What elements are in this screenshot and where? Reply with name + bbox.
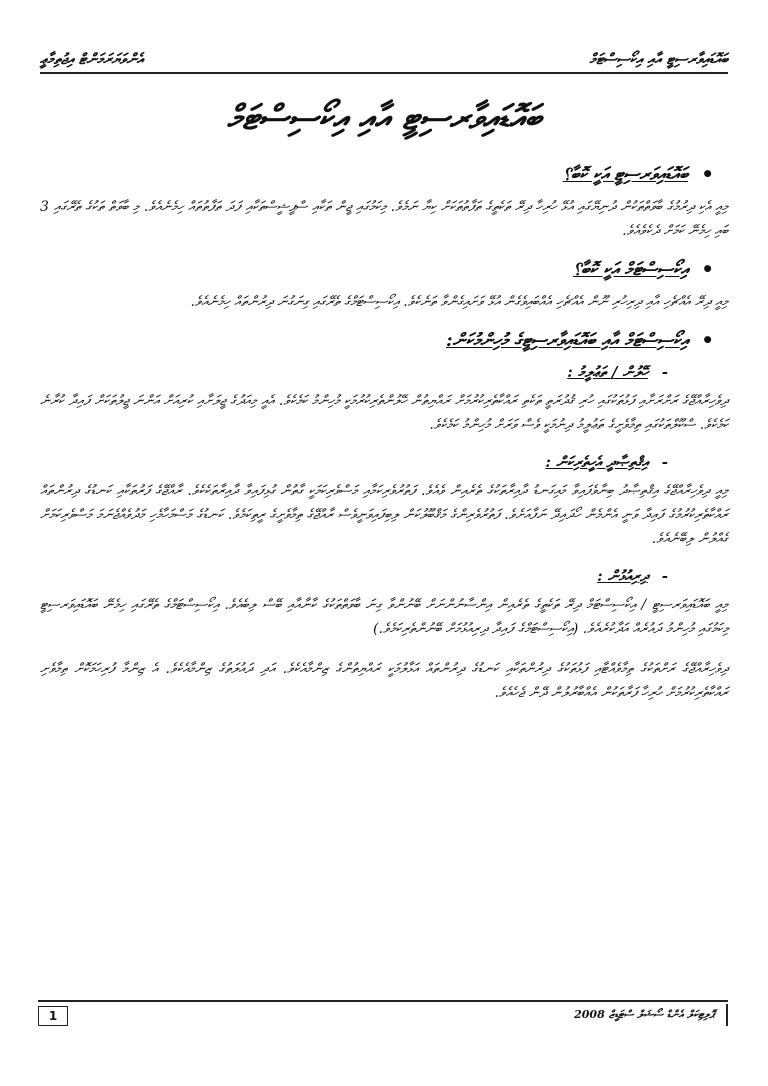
section-paragraph: މިއީ އެކި ދިރުމުގެ ބާވަތްތަކުން ދުނިޔޭގައި އުޅޭ ހުރިހާ ދިރޭ ތަކެތީގެ ތަފާތުތަކަށް ކިޔާ ނަމެވެ. މިކަމުގައި ޖީން ތަކާއި ސްޕީޝީސްތަކާއި ފަދަ ތަފާތުތައް ހިމެނެއެވެ. މި ބާވަތް ތަކުގެ ތެރޭގައި 3 ބައި ހިމެނޭ ކަމަށް ދެކެވެއެވެ. [40, 199, 728, 239]
subsection-heading: - އިޤްތިޞާދީ އެހީތެރިކަން : [40, 453, 728, 471]
page-number: 1 [38, 1006, 68, 1026]
header-right-text: ބައޮޑައިވާރސިޓީ އާއި އިކޯސިސްޓަމް [589, 50, 728, 68]
section-heading: • އިކޯސިސްޓަމް އަކީ ކޮބާ؟ [40, 259, 728, 280]
section-paragraph: މިއީ ދިވެހިރާއްޖޭގެ އިޤްތިޞާދު ބިނާވެފައިވާ މައިގަނޑު ދާއިރާތަކުގެ ތެރެއިން ވެއެވެ. ފަތުރުވެރިކަމާއި މަސްވެރިކަމަކީ ގާތުން ގުޅިފައިވާ ދާއިރާތަކެކެވެ. ރާއްޖޭގެ ފަރުތަކާއި ކަނޑުގެ ދިރުންތައް ރައްކާތެރިކުރުމުގެ ފައިދާ ވަނީ އެންމެން ހޯދައިދޭ ނަފާއަށެވެ. ފަތުރުވެރިންގެ މަޤްބޫލުކަން ލިބިފައިވަނީވެސް ރާއްޖޭގެ ތިމާވެށީގެ ރީތިކަމެވެ. ކަނޑުގެ މަސްމަހާމެހި މަދުވެއްޖެނަމަ މަސްވެރިކަމަށް ގެއްލުން ލިބޭނެއެވެ. [40, 483, 728, 547]
footer-text: ޕޮލިޓިކަލް އެންޑް ސޯޝަލް ސްޓަޑީޒް 2008 [574, 1008, 714, 1021]
footer-divider [726, 1004, 728, 1026]
section-paragraph: މިއީ ބައޮޑައިވަރސިޓީ / އިކޯސިސްޓަމް ދިރޭ ތަކެތީގެ ތެރެއިން އިންސާނުންނަށް ބޭނުންވާ ގިނަ ބާވަތްތަކުގެ ކާނާއާއި ބޭސް ލިބެއެވެ. އިކޯސިސްޓަމްގެ ތެރޭގައި ހިމެނޭ ބައޮޑައިވަރސިޓީ މިކަމުގައި މުހިންމު ދައުރެއް އަދާކުރެއެވެ. (އިކޯސިސްޓަމްގެ ފައިދާ ދިރިއުޅުމަށް ބޭނުންތެރިކަމެވެ.) [40, 597, 728, 637]
header-left-text: އެންވަޔަރަމަންޓް އިޖުތިމާޢީ [40, 50, 144, 68]
subsection-heading: - ދިރިއުޅުން : [40, 567, 728, 585]
section-paragraph: މިއީ ދިރޭ އެއްޗެހި އާއި ދިރިހުރި ނޫން އެއްޗެހި އެއްބައިވެގެން އުޅޭ ވަށައިގެންވާ ތަނެކެވެ. އިކޯސިސްޓަމްގެ ތެރޭގައި ގިނަގުނަ ދިރުންތައް ހިމެނެއެވެ. [190, 294, 728, 310]
subsection-heading: - ހޭލުން / ތަޢުލީމު : [40, 363, 728, 381]
page-title: ބައޮޑައިވާރސިޓީ އާއި އިކޯސިސްޓަމް [226, 98, 542, 138]
section-paragraph: ދިވެހިރާއްޖޭގެ ރަށްރަށާއި ފަޅުތަކުގައި ހުރި ޤުދުރަތީ ތަކެތި ރައްކާތެރިކުރުމަށް ރައްޔިތުން ހޭލުންތެރިކުރުމަކީ މުހިންމު ކަމެކެވެ. އެއީ މިއަދުގެ ޖީލަށާއި ކުރިއަށް އަންނަ ޖީލުތަކަށް ފައިދާ ކުރާނެ ކަމެކެވެ. ސްކޫލްތަކުގައި ތިމާވެށީގެ ތަޢުލީމު ދިނުމަކީ ވެސް ވަރަށް މުހިންމު ކަމެކެވެ. [40, 393, 728, 433]
section-paragraph: ދިވެހިރާއްޖޭގެ ރަށްތަކުގެ ތިމާވެއްޓާއި ފަޅުތަކުގެ ދިރުންތަކާއި ކަނޑުގެ ދިރުންތައް އަޅާލުމަކީ ރައްޔިތުންގެ ޒިންމާއެކެވެ. އަދި ދައުލަތުގެ ޒިންމާއެކެވެ. އެ ޒިންމާ ފުރިހަމަކޮށް ތިމާވެށި ރައްކާތެރިކުރުމަށް ހުރިހާ ފަރާތަކުން އެއްބާރުލުން ދޭން ޖެހެއެވެ. [40, 661, 728, 701]
page-footer [38, 1000, 728, 1028]
section-heading: • ބައޮޑައިވަރސިޓީ އަކީ ކޮބާ؟ [40, 164, 728, 185]
document-body [40, 150, 728, 721]
page-header [40, 38, 728, 74]
section-heading: • އިކޯސިސްޓަމް އާއި ބައޮޑައިވާރސިޓީގެ މުހިންމުކަން: [40, 330, 728, 351]
